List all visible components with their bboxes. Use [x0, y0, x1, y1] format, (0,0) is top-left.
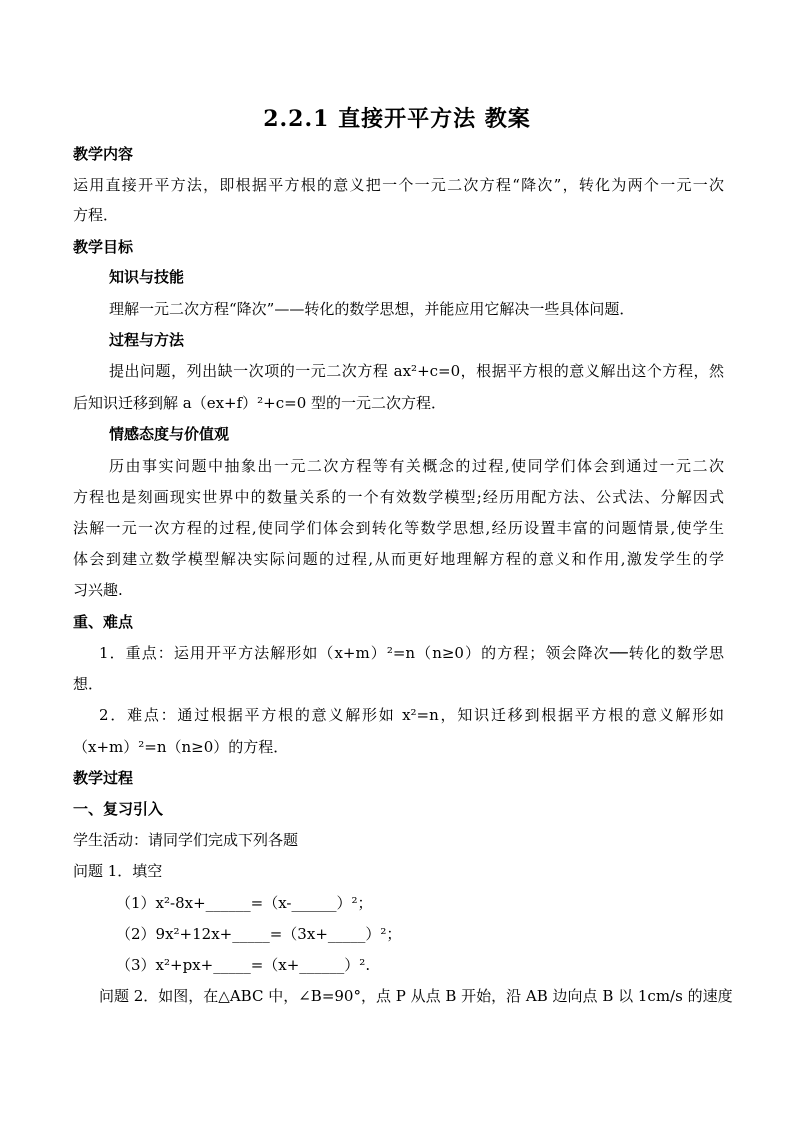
paragraph-line: （x+m）²=n（n≥0）的方程．	[73, 738, 289, 756]
paragraph-line: 运用直接开平方法，即根据平方根的意义把一个一元二次方程“降次”，转化为两个一元一次	[73, 176, 724, 194]
heading-teaching-process: 教学过程	[73, 769, 134, 787]
fill-blank-item: （1）x²-8x+______=（x-______）²；	[116, 894, 373, 912]
heading-teaching-goals: 教学目标	[73, 238, 134, 256]
subheading-emotion-values: 情感态度与价值观	[109, 425, 230, 443]
paragraph-line: 法解一元一次方程的过程,使同学们体会到转化等数学思想,经历设置丰富的问题情景,使学生	[73, 519, 724, 537]
paragraph-line: 想．	[73, 675, 104, 693]
paragraph-line: 体会到建立数学模型解决实际问题的过程,从而更好地理解方程的意义和作用,激发学生的学	[73, 550, 724, 568]
question-2-text: 问题 2．如图，在△ABC 中，∠B=90°，点 P 从点 B 开始，沿 AB 边向点 B 以 1cm/s 的速度	[99, 987, 733, 1005]
fill-blank-item: （3）x²+px+_____=（x+______）².	[116, 956, 371, 974]
subheading-knowledge-skills: 知识与技能	[109, 268, 185, 286]
paragraph-line: 方程．	[73, 206, 119, 224]
paragraph-line: 学生活动：请同学们完成下列各题	[73, 831, 299, 849]
document-title: 2.2.1 直接开平方法 教案	[263, 106, 531, 132]
paragraph-line: 提出问题，列出缺一次项的一元二次方程 ax²+c=0，根据平方根的意义解出这个方程，然	[109, 362, 724, 380]
fill-blank-item: （2）9x²+12x+_____=（3x+_____）²；	[116, 925, 402, 943]
paragraph-line: 理解一元二次方程“降次”——转化的数学思想，并能应用它解决一些具体问题．	[109, 300, 635, 318]
paragraph-line: 2．难点：通过根据平方根的意义解形如 x²=n，知识迁移到根据平方根的意义解形如	[99, 706, 724, 724]
paragraph-line: 1．重点：运用开平方法解形如（x+m）²=n（n≥0）的方程；领会降次──转化的数学思	[99, 644, 724, 662]
question-1-label: 问题 1．填空	[73, 862, 163, 880]
subheading-process-method: 过程与方法	[109, 331, 185, 349]
heading-review-intro: 一、复习引入	[73, 800, 164, 818]
heading-teaching-content: 教学内容	[73, 145, 134, 163]
paragraph-line: 方程也是刻画现实世界中的数量关系的一个有效数学模型;经历用配方法、公式法、分解因式	[73, 488, 724, 506]
paragraph-line: 历由事实问题中抽象出一元二次方程等有关概念的过程,使同学们体会到通过一元二次	[109, 457, 724, 475]
paragraph-line: 后知识迁移到解 a（ex+f）²+c=0 型的一元二次方程．	[73, 394, 447, 412]
heading-key-difficult-points: 重、难点	[73, 613, 134, 631]
paragraph-line: 习兴趣.	[73, 581, 123, 599]
